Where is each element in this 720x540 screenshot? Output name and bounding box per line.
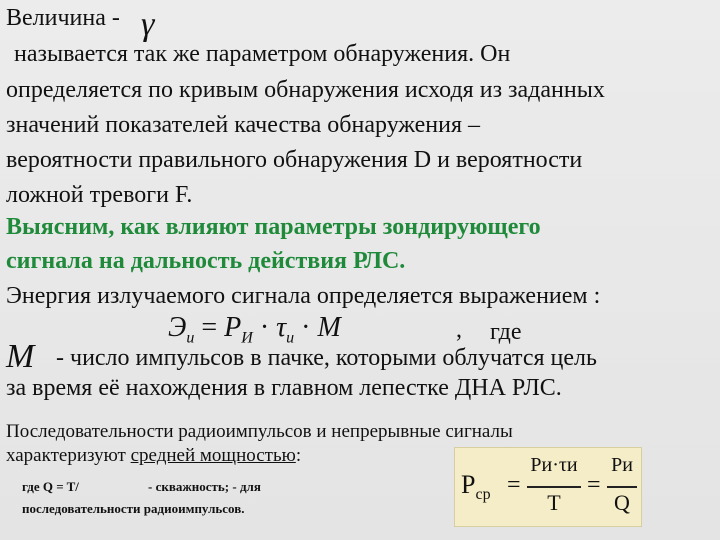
text-line-underlined bbox=[6, 444, 301, 468]
text-line: определяется по кривым обнаружения исходя из заданных bbox=[6, 77, 605, 103]
text-line: называется так же параметром обнаружения. Он bbox=[14, 41, 511, 67]
formula-P: P bbox=[461, 470, 476, 499]
note-span: где Q = T/ bbox=[22, 479, 79, 494]
note-line: последовательности радиоимпульсов. bbox=[22, 501, 245, 516]
formula-symbol: τ bbox=[276, 312, 287, 343]
average-power-formula bbox=[454, 447, 642, 527]
formula-operator: = bbox=[587, 472, 601, 498]
formula-subscript: и bbox=[186, 329, 195, 347]
formula-subscript: и bbox=[286, 329, 295, 347]
formula-symbol bbox=[461, 470, 491, 504]
text-line: ложной тревоги F. bbox=[6, 182, 193, 208]
formula-symbol: Э bbox=[168, 312, 187, 343]
text-line: вероятности правильного обнаружения D и вероятности bbox=[6, 147, 583, 173]
text-span: : bbox=[295, 445, 302, 466]
formula-symbol: P bbox=[224, 312, 242, 343]
text-line: за время её нахождения в главном лепестке ДНА РЛС. bbox=[6, 375, 562, 401]
formula-operator: = bbox=[201, 312, 218, 343]
formula-numerator: Pи bbox=[611, 454, 633, 476]
fraction-bar bbox=[527, 486, 581, 488]
note-line bbox=[22, 478, 79, 496]
formula-subscript: И bbox=[241, 329, 253, 347]
formula-operator: = bbox=[507, 472, 521, 498]
formula-numerator: Pи·τи bbox=[530, 454, 578, 476]
formula-symbol: M bbox=[317, 312, 341, 343]
heading-line: сигнала на дальность действия РЛС. bbox=[6, 248, 406, 274]
text-span: характеризуют bbox=[6, 445, 131, 466]
formula-operator: · bbox=[301, 312, 311, 343]
text-line: Последовательности радиоимпульсов и непрерывные сигналы bbox=[6, 421, 513, 442]
text-where: где bbox=[490, 319, 522, 345]
m-symbol: M bbox=[6, 338, 35, 375]
heading-line: Выясним, как влияют параметры зондирующего bbox=[6, 214, 541, 240]
note-line: - скважность; - для bbox=[148, 479, 261, 494]
gamma-symbol: γ bbox=[141, 6, 155, 43]
formula-denominator: T bbox=[547, 490, 561, 515]
formula-subscript: ср bbox=[475, 486, 491, 504]
text-line-gamma bbox=[6, 4, 120, 32]
formula-denominator: Q bbox=[614, 490, 630, 515]
text-line: Энергия излучаемого сигнала определяется выражением : bbox=[6, 283, 601, 309]
text-line: значений показателей качества обнаружения – bbox=[6, 112, 481, 138]
fraction-bar bbox=[607, 486, 637, 488]
text-line: - число импульсов в пачке, которыми облучатся цель bbox=[56, 345, 597, 371]
comma: , bbox=[456, 317, 462, 343]
formula-operator: · bbox=[259, 312, 270, 343]
underlined-term: средней мощностью bbox=[130, 445, 296, 466]
text-span: Величина - bbox=[6, 5, 120, 31]
